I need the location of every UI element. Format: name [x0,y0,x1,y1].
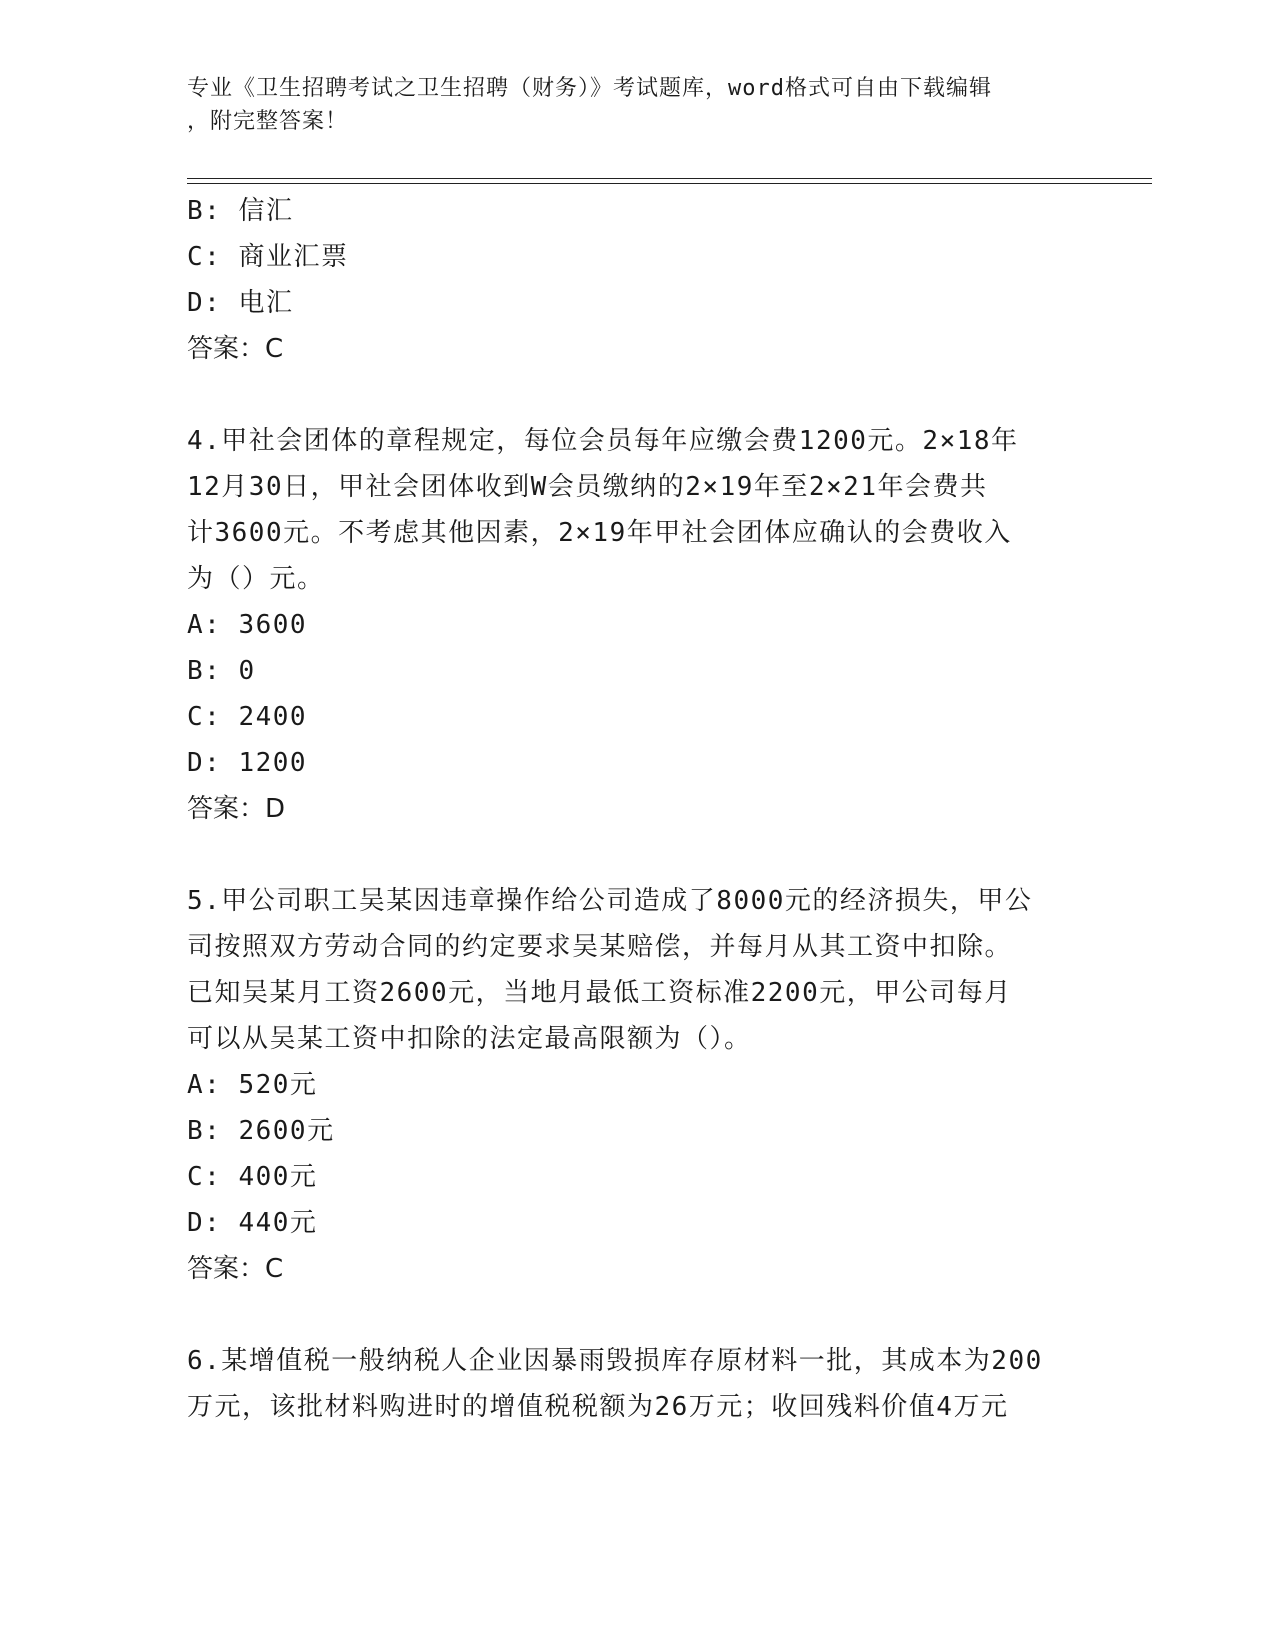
answer: 答案：C [187,1254,284,1284]
header-line-1: 专业《卫生招聘考试之卫生招聘（财务）》考试题库，word格式可自由下载编辑 [187,76,992,101]
question-stem-line: 6.某增值税一般纳税人企业因暴雨毁损库存原材料一批，其成本为200 [187,1346,1043,1376]
header-line-2: ，附完整答案！ [187,109,349,134]
option-d: D: 440元 [187,1208,318,1238]
option-b: B: 信汇 [187,196,294,226]
question-3 [187,188,1087,372]
option-c: C: 商业汇票 [187,242,349,272]
option-c: C: 400元 [187,1162,318,1192]
question-stem-line: 可以从吴某工资中扣除的法定最高限额为（）。 [187,1024,752,1054]
answer: 答案：C [187,334,284,364]
question-5 [187,878,1087,1292]
answer: 答案：D [187,794,286,824]
option-b: B: 2600元 [187,1116,335,1146]
question-stem-line: 司按照双方劳动合同的约定要求吴某赔偿，并每月从其工资中扣除。 [187,932,1013,962]
question-stem-line: 5.甲公司职工吴某因违章操作给公司造成了8000元的经济损失，甲公 [187,886,1033,916]
option-d: D: 电汇 [187,288,294,318]
question-6 [187,1338,1087,1430]
option-b: B: 0 [187,656,256,686]
question-stem-line: 为（）元。 [187,564,325,594]
question-stem-line: 4.甲社会团体的章程规定，每位会员每年应缴会费1200元。2×18年 [187,426,1019,456]
question-list [187,188,1087,1430]
option-d: D: 1200 [187,748,308,778]
question-4 [187,418,1087,832]
question-stem-line: 万元，该批材料购进时的增值税税额为26万元；收回残料价值4万元 [187,1392,1009,1422]
option-a: A: 520元 [187,1070,318,1100]
document-header [187,72,1087,138]
question-stem-line: 已知吴某月工资2600元，当地月最低工资标准2200元，甲公司每月 [187,978,1012,1008]
header-divider-bottom [187,183,1152,184]
option-a: A: 3600 [187,610,308,640]
question-stem-line: 计3600元。不考虑其他因素，2×19年甲社会团体应确认的会费收入 [187,518,1012,548]
question-stem-line: 12月30日，甲社会团体收到W会员缴纳的2×19年至2×21年会费共 [187,472,988,502]
header-divider-top [187,178,1152,179]
option-c: C: 2400 [187,702,308,732]
